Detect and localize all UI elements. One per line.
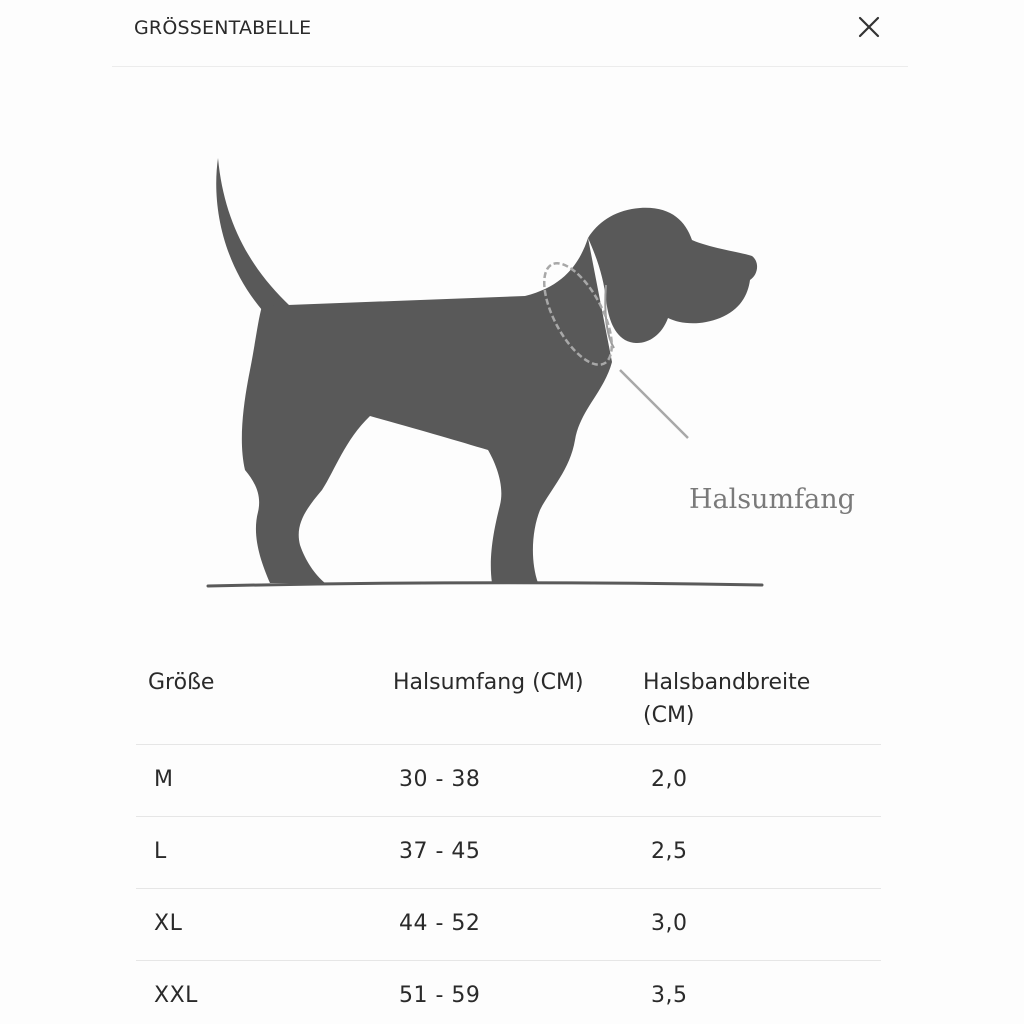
table-row — [136, 961, 881, 1024]
dog-silhouette-icon — [0, 66, 1024, 626]
header-collar-width: Halsbandbreite (CM) — [643, 670, 811, 728]
header-size: Größe — [148, 670, 215, 695]
header-neck-circumference: Halsumfang (CM) — [393, 670, 584, 695]
cell-size: XXL — [154, 983, 198, 1008]
table-row — [136, 889, 881, 961]
table-row — [136, 817, 881, 889]
neck-measurement-label: Halsumfang — [689, 484, 855, 515]
modal-title: GRÖSSENTABELLE — [134, 17, 312, 39]
cell-neck-circumference: 30 - 38 — [399, 767, 481, 792]
cell-collar-width: 2,0 — [651, 767, 688, 792]
close-icon — [854, 12, 884, 42]
size-table — [136, 652, 881, 1024]
cell-neck-circumference: 37 - 45 — [399, 839, 481, 864]
table-row — [136, 745, 881, 817]
cell-neck-circumference: 44 - 52 — [399, 911, 481, 936]
cell-collar-width: 3,0 — [651, 911, 688, 936]
cell-size: M — [154, 767, 174, 792]
dog-illustration — [0, 66, 1024, 626]
table-header-row — [136, 652, 881, 745]
cell-collar-width: 2,5 — [651, 839, 688, 864]
cell-size: L — [154, 839, 167, 864]
cell-neck-circumference: 51 - 59 — [399, 983, 481, 1008]
cell-size: XL — [154, 911, 183, 936]
close-button[interactable] — [854, 12, 884, 42]
modal-header — [112, 0, 908, 67]
cell-collar-width: 3,5 — [651, 983, 688, 1008]
